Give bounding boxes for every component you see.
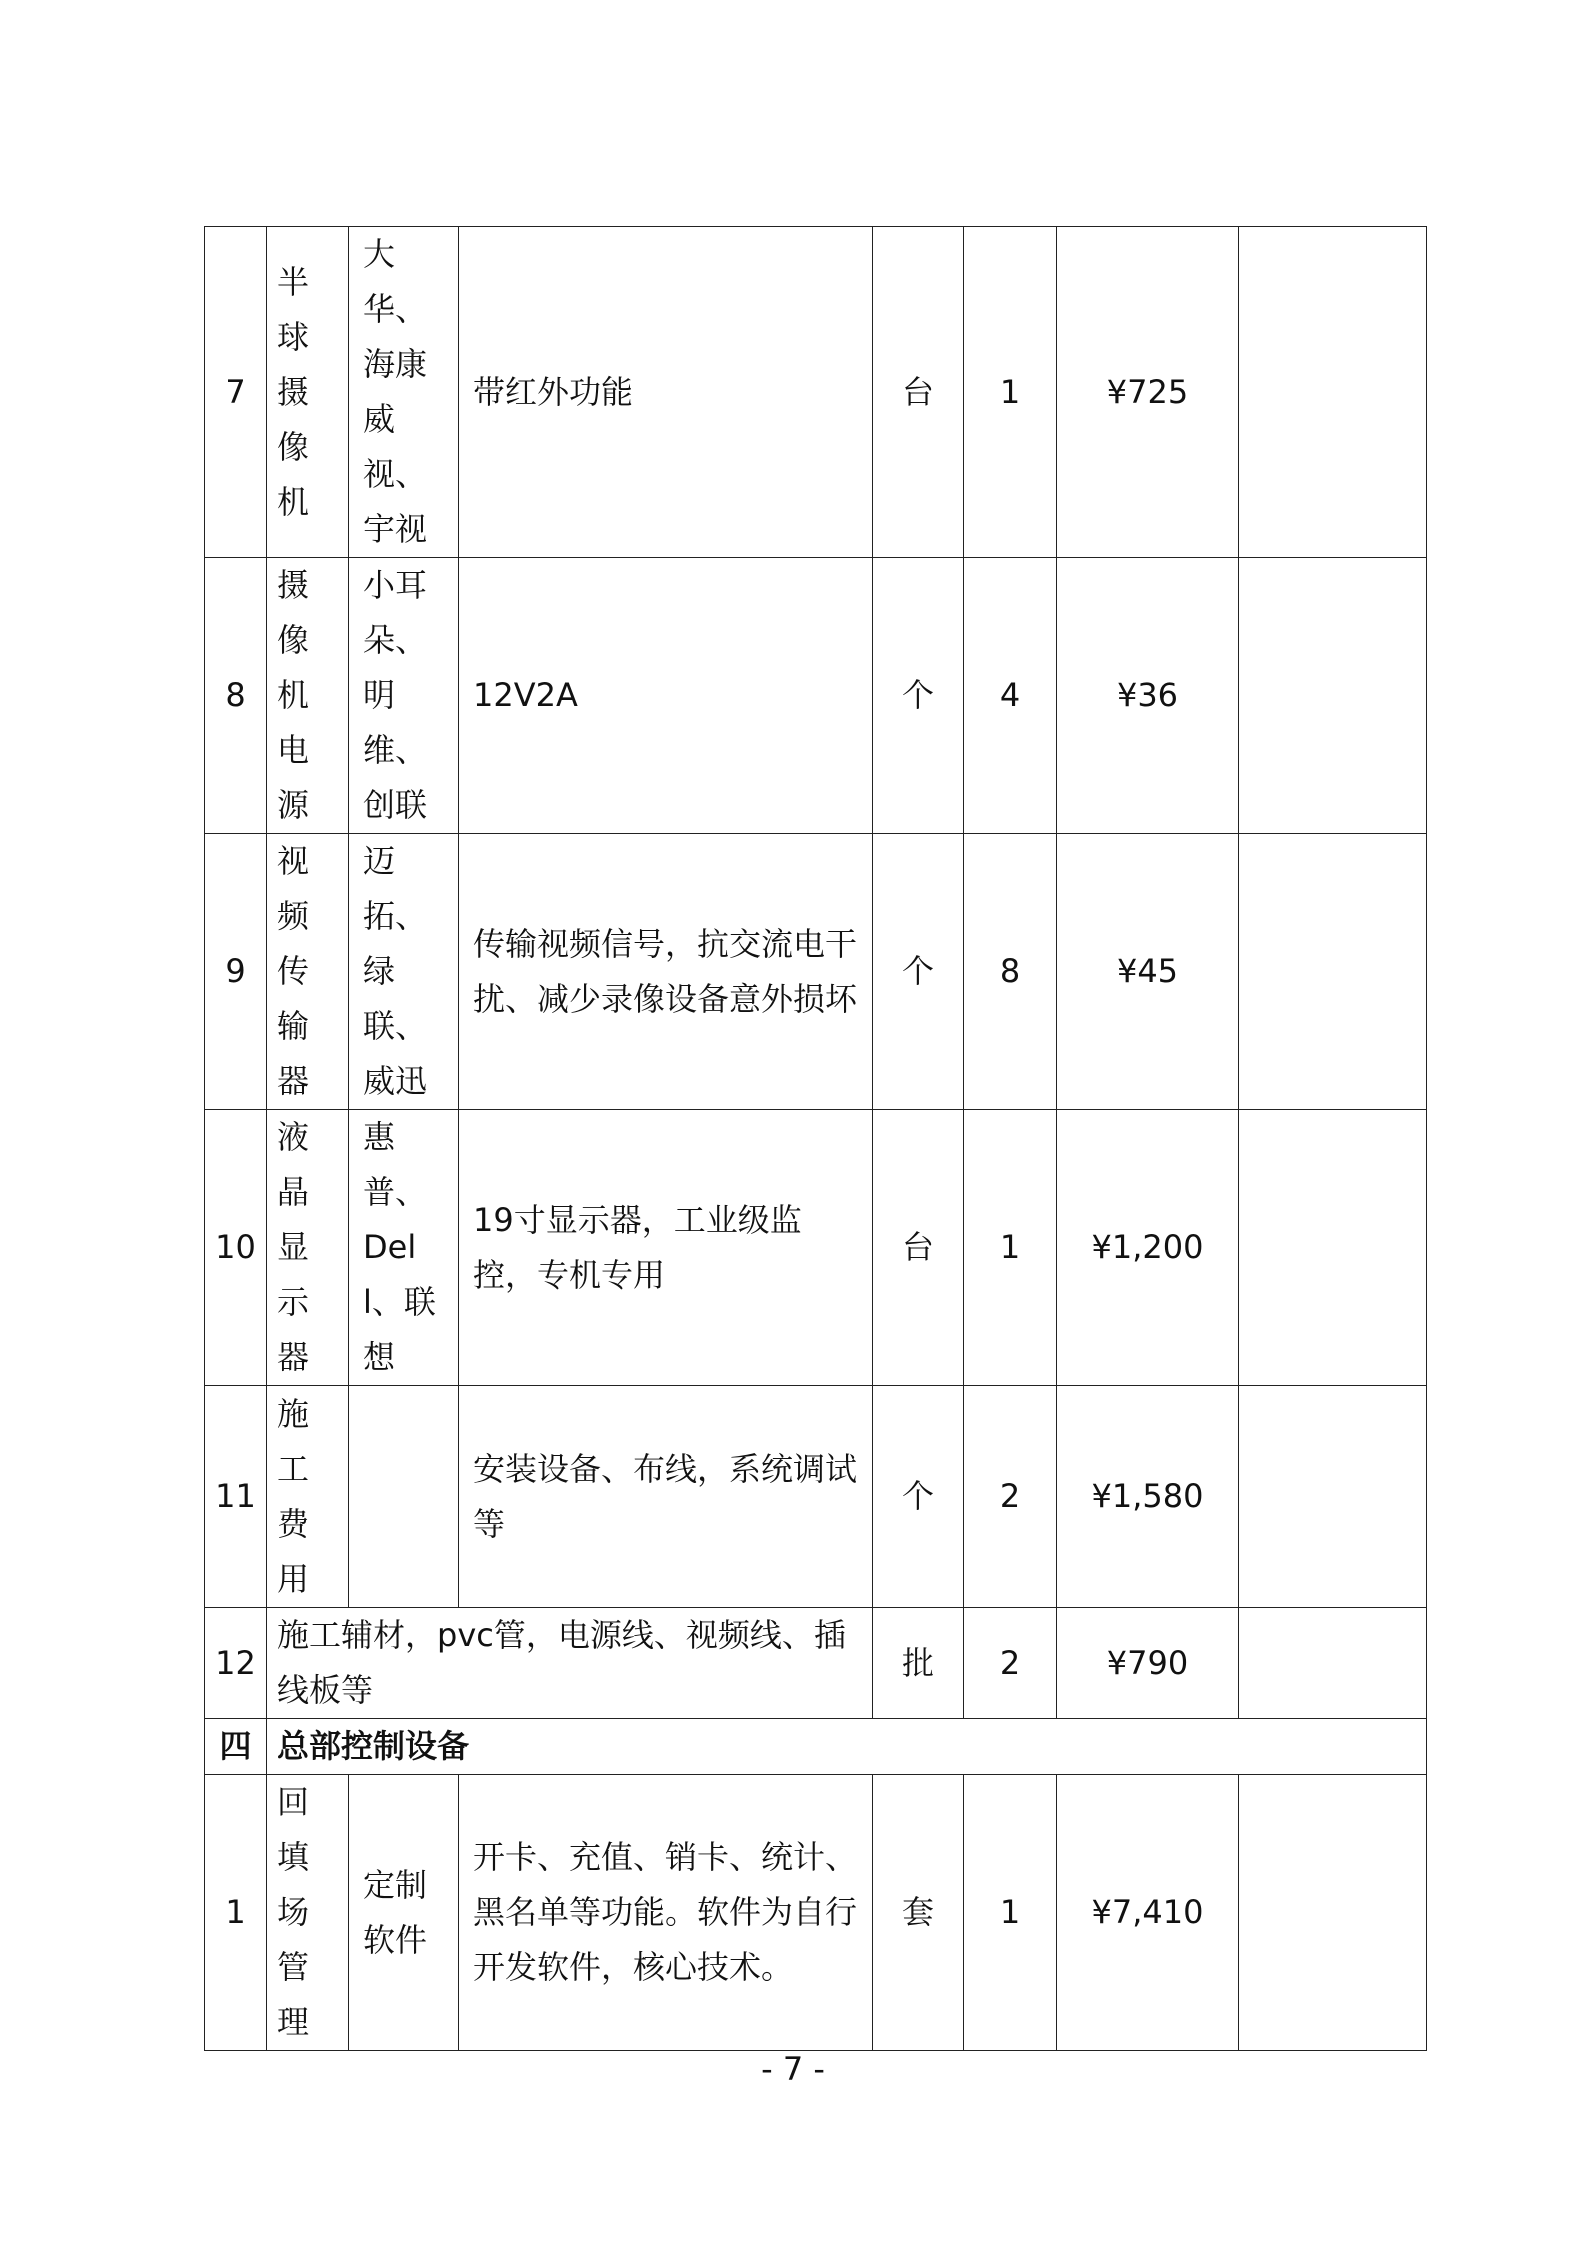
item-unit: 台 [873,1110,964,1386]
item-description: 施工辅材，pvc管，电源线、视频线、插线板等 [267,1608,873,1719]
item-note [1239,1110,1427,1386]
item-name: 液晶显示器 [267,1110,349,1386]
item-brand: 迈拓、绿联、威迅 [349,834,459,1110]
item-number: 8 [205,558,267,834]
equipment-table [204,226,1427,2051]
item-note [1239,1386,1427,1608]
item-note [1239,834,1427,1110]
item-price: ¥1,580 [1057,1386,1239,1608]
item-quantity: 8 [964,834,1057,1110]
item-quantity: 1 [964,1775,1057,2051]
item-unit: 批 [873,1608,964,1719]
table-row [205,227,1427,558]
item-name: 视频传输器 [267,834,349,1110]
section-title: 总部控制设备 [267,1719,1427,1775]
table-row [205,1386,1427,1608]
item-quantity: 2 [964,1386,1057,1608]
item-unit: 个 [873,1386,964,1608]
item-brand: 小耳朵、明维、创联 [349,558,459,834]
item-name: 回填场管理 [267,1775,349,2051]
item-description: 19寸显示器，工业级监控，专机专用 [459,1110,873,1386]
item-number: 9 [205,834,267,1110]
item-brand: 定制软件 [349,1775,459,2051]
item-description: 带红外功能 [459,227,873,558]
item-description: 传输视频信号，抗交流电干扰、减少录像设备意外损坏 [459,834,873,1110]
item-number: 11 [205,1386,267,1608]
item-description: 安装设备、布线，系统调试等 [459,1386,873,1608]
item-price: ¥36 [1057,558,1239,834]
item-name: 半球摄像机 [267,227,349,558]
table-row [205,834,1427,1110]
item-price: ¥1,200 [1057,1110,1239,1386]
item-description: 12V2A [459,558,873,834]
item-price: ¥7,410 [1057,1775,1239,2051]
page-number: - 7 - [761,2050,825,2088]
item-name: 摄像机电源 [267,558,349,834]
item-note [1239,1608,1427,1719]
item-unit: 个 [873,558,964,834]
table-row [205,1608,1427,1719]
item-number: 10 [205,1110,267,1386]
item-unit: 个 [873,834,964,1110]
table-row [205,1110,1427,1386]
item-quantity: 4 [964,558,1057,834]
item-name: 施工费用 [267,1386,349,1608]
section-number: 四 [205,1719,267,1775]
item-brand [349,1386,459,1608]
item-number: 7 [205,227,267,558]
item-note [1239,1775,1427,2051]
item-quantity: 1 [964,1110,1057,1386]
table-row [205,558,1427,834]
item-price: ¥790 [1057,1608,1239,1719]
item-unit: 台 [873,227,964,558]
item-description: 开卡、充值、销卡、统计、黑名单等功能。软件为自行开发软件，核心技术。 [459,1775,873,2051]
item-number: 1 [205,1775,267,2051]
item-brand: 大华、海康威视、宇视 [349,227,459,558]
item-note [1239,227,1427,558]
item-note [1239,558,1427,834]
item-unit: 套 [873,1775,964,2051]
item-quantity: 2 [964,1608,1057,1719]
item-number: 12 [205,1608,267,1719]
section-header-row [205,1719,1427,1775]
item-brand: 惠普、Dell、联想 [349,1110,459,1386]
table-row [205,1775,1427,2051]
item-quantity: 1 [964,227,1057,558]
item-price: ¥45 [1057,834,1239,1110]
item-price: ¥725 [1057,227,1239,558]
